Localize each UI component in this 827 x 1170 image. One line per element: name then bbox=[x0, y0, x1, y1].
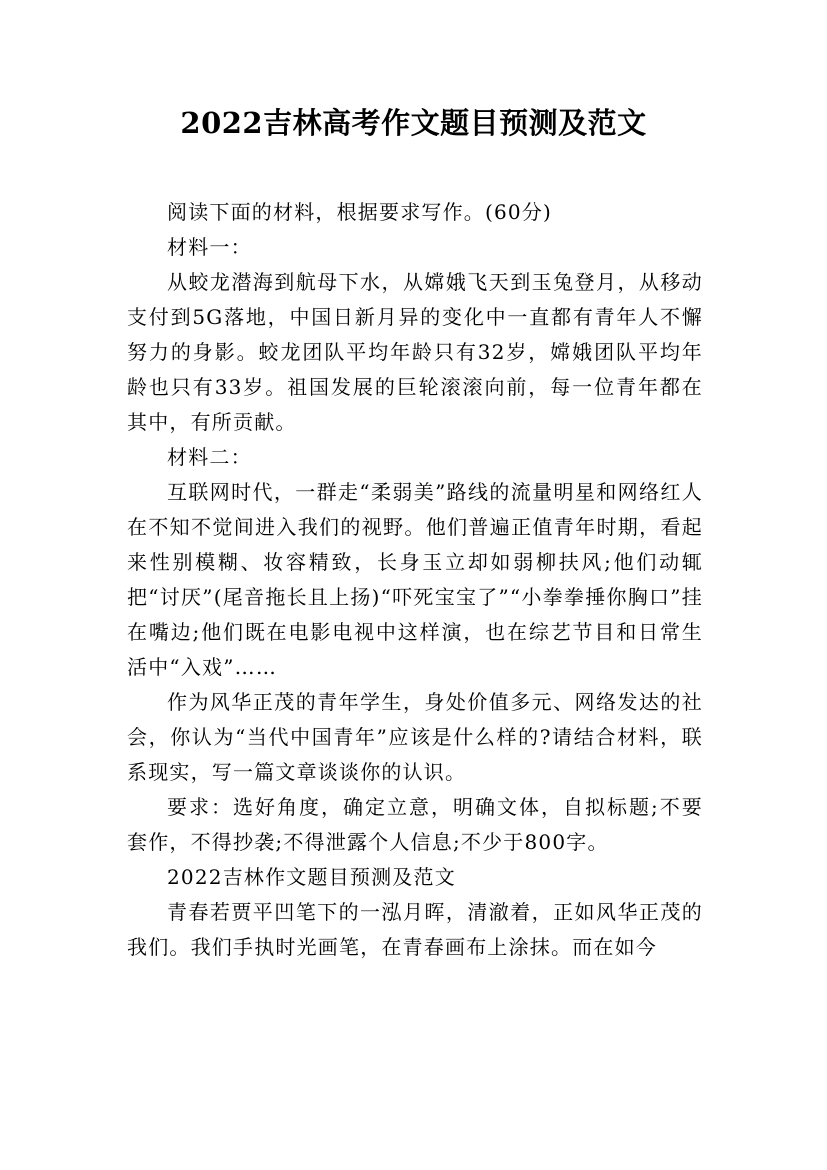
requirements-paragraph: 要求：选好角度，确定立意，明确文体，自拟标题;不要套作，不得抄袭;不得泄露个人信息;不少于800字。 bbox=[127, 795, 703, 854]
material-one-paragraph: 从蛟龙潜海到航母下水，从嫦娥飞天到玉兔登月，从移动支付到5G落地，中国日新月异的变化中一直都有青年人不懈努力的身影。蛟龙团队平均年龄只有32岁，嫦娥团队平均年龄也只有33岁。祖国发展的巨轮滚滚向前，每一位青年都在其中，有所贡献。 bbox=[127, 270, 703, 434]
instruction-paragraph: 阅读下面的材料，根据要求写作。(60分) bbox=[167, 200, 553, 224]
sample-essay-heading: 2022吉林作文题目预测及范文 bbox=[167, 865, 456, 889]
document-title: 2022吉林高考作文题目预测及范文 bbox=[180, 106, 647, 140]
sample-essay-paragraph: 青春若贾平凹笔下的一泓月晖，清澈着，正如风华正茂的我们。我们手执时光画笔，在青春画布上涂抹。而在如今 bbox=[127, 900, 703, 959]
material-two-heading: 材料二： bbox=[167, 445, 252, 469]
prompt-paragraph: 作为风华正茂的青年学生，身处价值多元、网络发达的社会，你认为“当代中国青年”应该是什么样的?请结合材料，联系现实，写一篇文章谈谈你的认识。 bbox=[127, 690, 703, 784]
material-two-paragraph: 互联网时代，一群走“柔弱美”路线的流量明星和网络红人在不知不觉间进入我们的视野。他们普遍正值青年时期，看起来性别模糊、妆容精致，长身玉立却如弱柳扶风;他们动辄把“讨厌”(尾音拖长且上扬)“吓死宝宝了”“小拳拳捶你胸口”挂在嘴边;他们既在电影电视中这样演，也在综艺节目和日常生活中“入戏”…… bbox=[127, 480, 703, 679]
material-one-heading: 材料一： bbox=[167, 235, 252, 259]
document-body bbox=[127, 195, 703, 965]
